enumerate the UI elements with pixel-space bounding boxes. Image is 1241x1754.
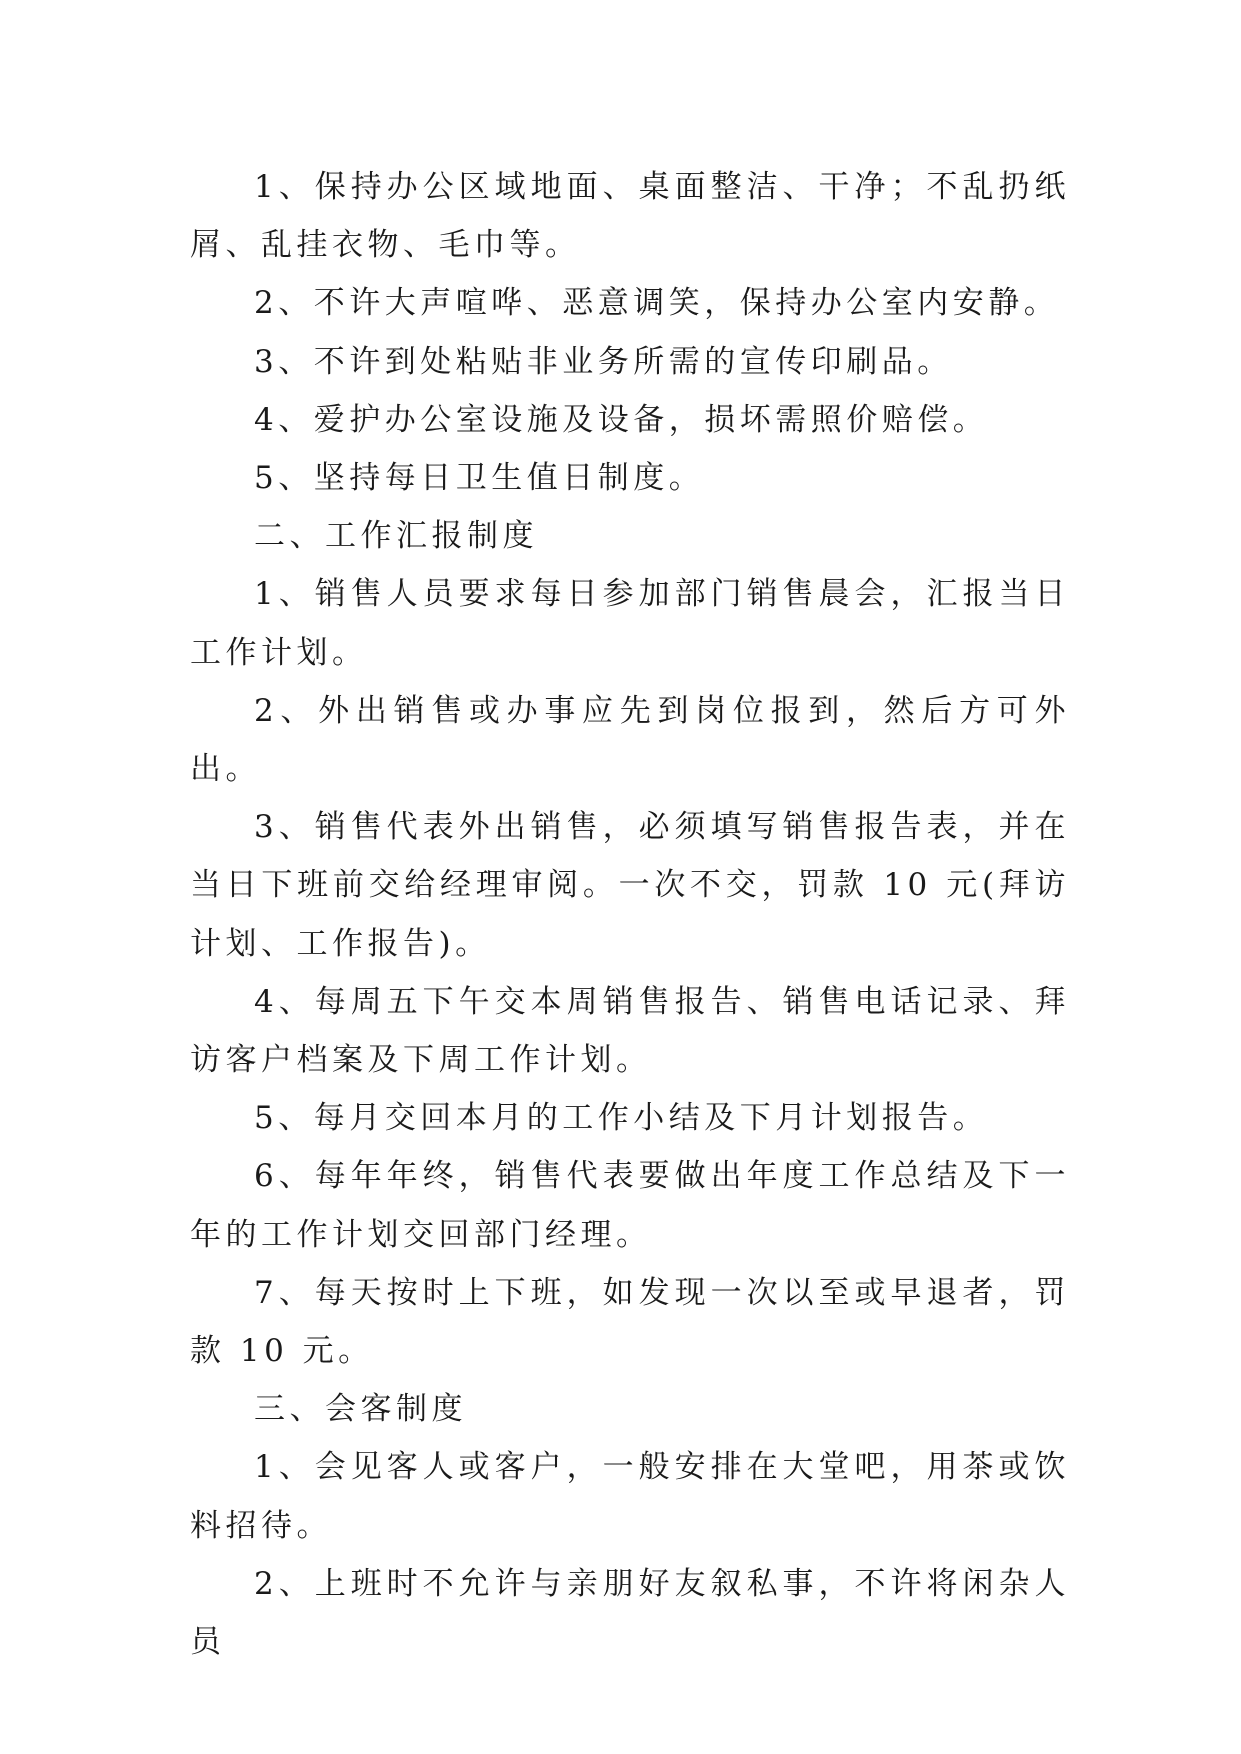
rule-monthly-report: 5、每月交回本月的工作小结及下月计划报告。 [254,1100,989,1137]
document-body [190,158,1070,1671]
rule-daily-cleaning-duty: 5、坚持每日卫生值日制度。 [254,460,705,497]
section-heading-work-report: 二、工作汇报制度 [254,518,538,555]
rule-meeting-guests: 1、会见客人或客户，一般安排在大堂吧，用茶或饮料招待。 [190,1449,1070,1544]
rule-morning-meeting: 1、销售人员要求每日参加部门销售晨会，汇报当日工作计划。 [190,576,1070,671]
rule-no-noise: 2、不许大声喧哗、恶意调笑，保持办公室内安静。 [254,285,1060,322]
rule-no-posting: 3、不许到处粘贴非业务所需的宣传印刷品。 [254,343,953,380]
rule-protect-equipment: 4、爱护办公室设施及设备，损坏需照价赔偿。 [254,401,989,438]
section-heading-visitor-policy: 三、会客制度 [254,1391,467,1428]
rule-report-before-leaving: 2、外出销售或办事应先到岗位报到，然后方可外出。 [190,692,1070,788]
rule-annual-summary: 6、每年年终，销售代表要做出年度工作总结及下一年的工作计划交回部门经理。 [190,1158,1070,1253]
rule-office-cleanliness: 1、保持办公区域地面、桌面整洁、干净；不乱扔纸屑、乱挂衣物、毛巾等。 [190,169,1070,264]
rule-no-personal-visits: 2、上班时不允许与亲朋好友叙私事，不许将闲杂人员 [190,1565,1070,1661]
rule-punctuality: 7、每天按时上下班，如发现一次以至或早退者，罚款 10 元。 [190,1274,1070,1370]
rule-sales-report-form: 3、销售代表外出销售，必须填写销售报告表，并在当日下班前交给经理审阅。一次不交，罚款 10 元(拜访计划、工作报告)。 [190,809,1070,962]
rule-weekly-report: 4、每周五下午交本周销售报告、销售电话记录、拜访客户档案及下周工作计划。 [190,983,1070,1079]
